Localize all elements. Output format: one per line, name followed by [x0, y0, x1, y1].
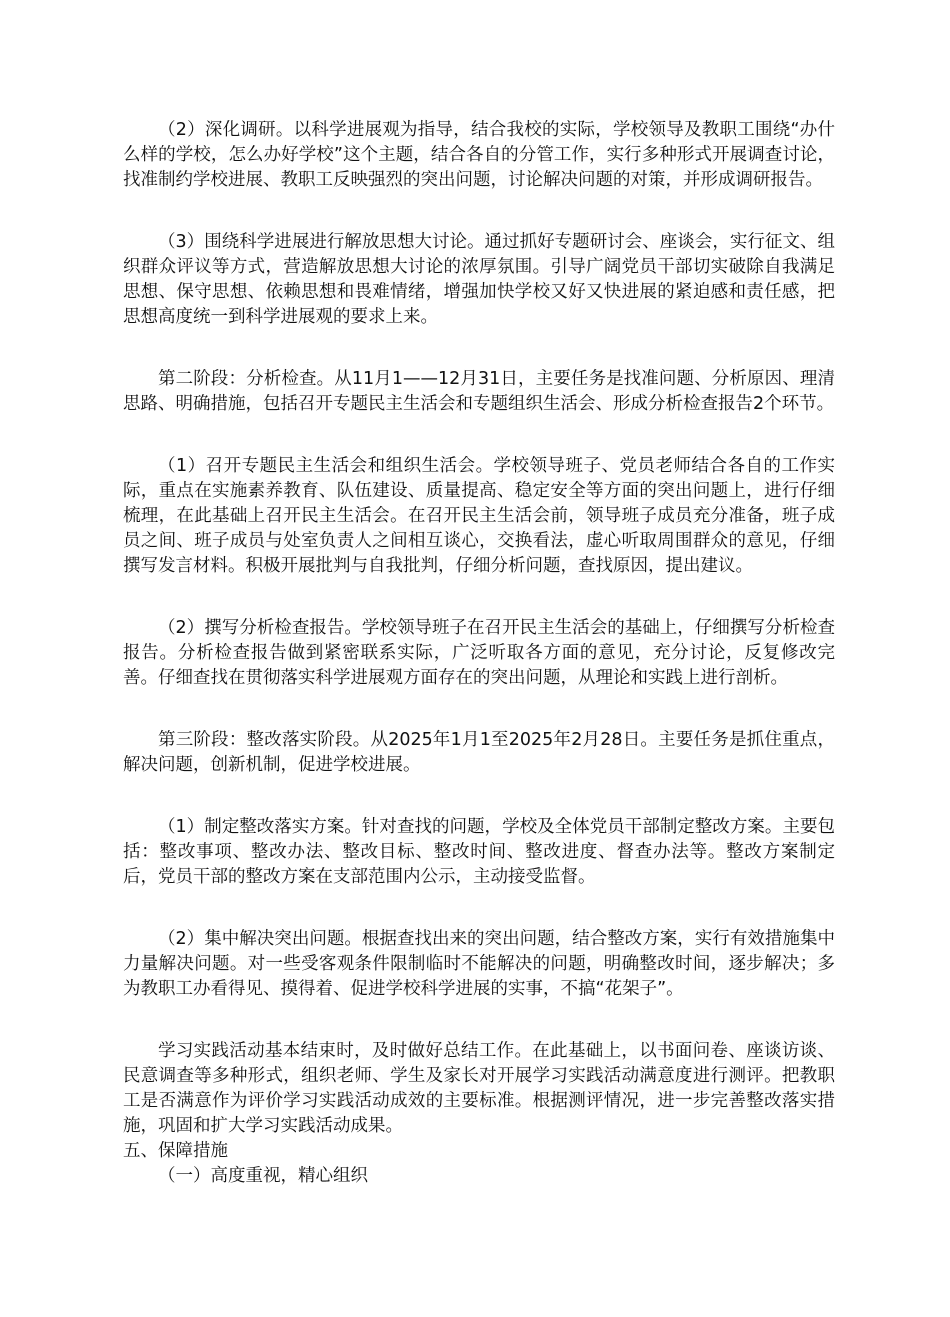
paragraph-deepen-research: （2）深化调研。以科学进展观为指导，结合我校的实际，学校领导及教职工围绕“办什么样的学校，怎么办好学校”这个主题，结合各自的分管工作，实行多种形式开展调查讨论，找准制约学校进展、教职工反映强烈的突出问题，讨论解决问题的对策，并形成调研报告。: [123, 120, 835, 190]
paragraph-solve-problems: （2）集中解决突出问题。根据查找出来的突出问题，结合整改方案，实行有效措施集中力量解决问题。对一些受客观条件限制临时不能解决的问题，明确整改时间，逐步解决；多为教职工办看得见、摸得着、促进学校科学进展的实事，不搞“花架子”。: [123, 929, 835, 999]
paragraph-stage-two: 第二阶段：分析检查。从11月1——12月31日，主要任务是找准问题、分析原因、理清思路、明确措施，包括召开专题民主生活会和专题组织生活会、形成分析检查报告2个环节。: [123, 369, 835, 414]
document-body: [123, 118, 835, 1189]
paragraph-discussion: （3）围绕科学进展进行解放思想大讨论。通过抓好专题研讨会、座谈会，实行征文、组织群众评议等方式，营造解放思想大讨论的浓厚氛围。引导广阔党员干部切实破除自我满足思想、保守思想、依赖思想和畏难情绪，增强加快学校又好又快进展的紧迫感和责任感，把思想高度统一到科学进展观的要求上来。: [123, 232, 835, 327]
paragraph-life-meeting: （1）召开专题民主生活会和组织生活会。学校领导班子、党员老师结合各自的工作实际，重点在实施素养教育、队伍建设、质量提高、稳定安全等方面的突出问题上，进行仔细梳理，在此基础上召开民主生活会。在召开民主生活会前，领导班子成员充分准备，班子成员之间、班子成员与处室负责人之间相互谈心，交换看法，虚心听取周围群众的意见，仔细撰写发言材料。积极开展批判与自我批判，仔细分析问题，查找原因，提出建议。: [123, 456, 835, 576]
section-heading: 五、保障措施: [123, 1141, 228, 1161]
paragraph-stage-three: 第三阶段：整改落实阶段。从2025年1月1至2025年2月28日。主要任务是抓住重点，解决问题，创新机制，促进学校进展。: [123, 730, 835, 775]
paragraph-analysis-report: （2）撰写分析检查报告。学校领导班子在召开民主生活会的基础上，仔细撰写分析检查报告。分析检查报告做到紧密联系实际，广泛听取各方面的意见，充分讨论，反复修改完善。仔细查找在贯彻落实科学进展观方面存在的突出问题，从理论和实践上进行剖析。: [123, 618, 835, 688]
sub-heading: （一）高度重视，精心组织: [158, 1166, 368, 1186]
paragraph-summary: 学习实践活动基本结束时，及时做好总结工作。在此基础上，以书面问卷、座谈访谈、民意调查等多种形式，组织老师、学生及家长对开展学习实践活动满意度进行测评。把教职工是否满意作为评价学习实践活动成效的主要标准。根据测评情况，进一步完善整改落实措施，巩固和扩大学习实践活动成果。: [123, 1041, 835, 1136]
paragraph-rectification-plan: （1）制定整改落实方案。针对查找的问题，学校及全体党员干部制定整改方案。主要包括：整改事项、整改办法、整改目标、整改时间、整改进度、督查办法等。整改方案制定后，党员干部的整改方案在支部范围内公示，主动接受监督。: [123, 817, 835, 887]
